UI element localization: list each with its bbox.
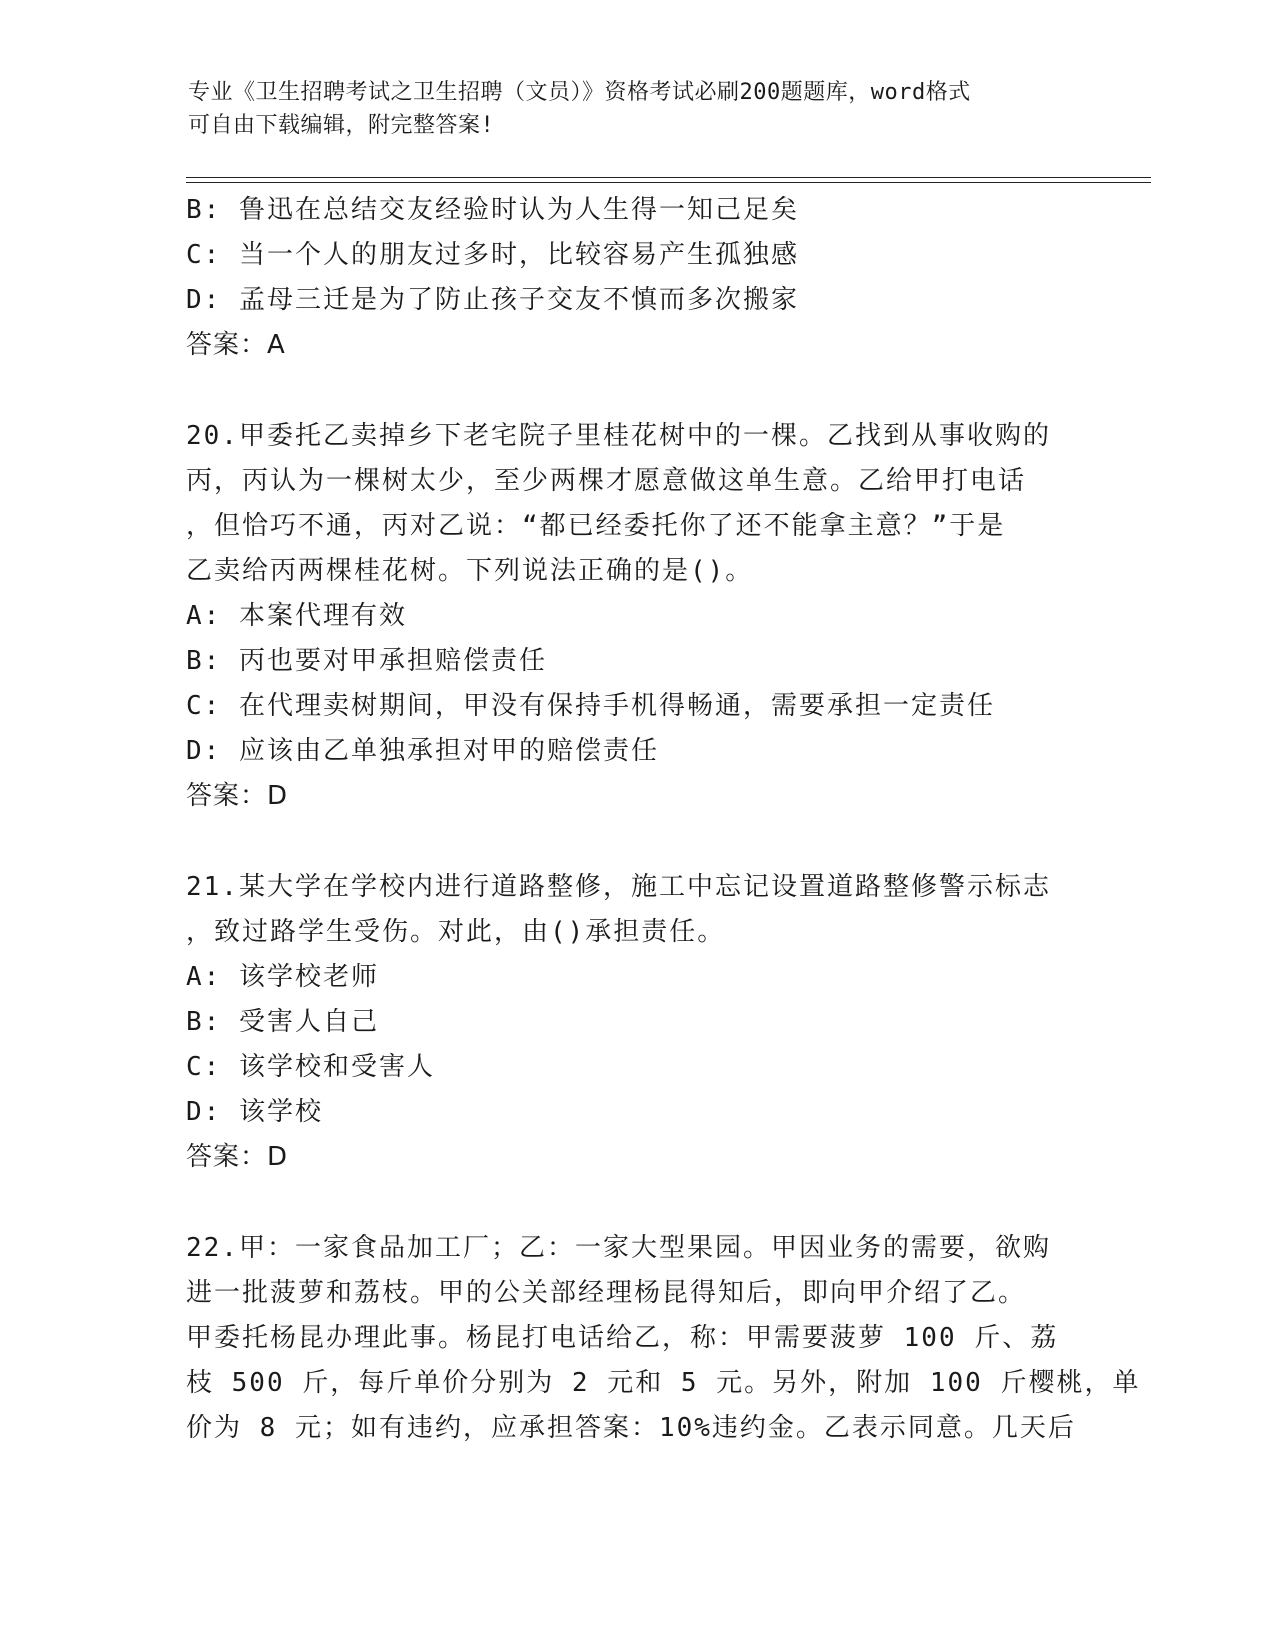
option-b: B: 丙也要对甲承担赔偿责任 [186,646,547,676]
option-d: D: 应该由乙单独承担对甲的赔偿责任 [186,736,659,766]
answer-line: 答案：D [186,781,289,811]
question-stem-line: 21.某大学在学校内进行道路整修，施工中忘记设置道路整修警示标志 [186,872,1051,902]
question-content [186,188,1141,1451]
question-stem-line: 枝 500 斤，每斤单价分别为 2 元和 5 元。另外，附加 100 斤樱桃，单 [186,1368,1141,1398]
answer-line: 答案：A [186,330,286,360]
spacer [186,368,1086,414]
question-stem-line: 进一批菠萝和荔枝。甲的公关部经理杨昆得知后，即向甲介绍了乙。 [186,1278,1027,1308]
question-stem-line: ，但恰巧不通，丙对乙说：“都已经委托你了还不能拿主意？”于是 [186,511,1006,541]
question-21 [186,865,1086,1180]
option-c: C: 在代理卖树期间，甲没有保持手机得畅通，需要承担一定责任 [186,691,995,721]
question-stem-line: 丙，丙认为一棵树太少，至少两棵才愿意做这单生意。乙给甲打电话 [186,466,1027,496]
previous-question-tail [186,188,1086,368]
question-stem-line: ，致过路学生受伤。对此，由()承担责任。 [186,917,726,947]
question-stem-line: 价为 8 元；如有违约，应承担答案：10%违约金。乙表示同意。几天后 [186,1413,1076,1443]
option-d: D: 孟母三迁是为了防止孩子交友不慎而多次搬家 [186,285,799,315]
header-title-line-2: 可自由下载编辑，附完整答案! [188,113,495,138]
option-d: D: 该学校 [186,1097,323,1127]
header-title-line-1: 专业《卫生招聘考试之卫生招聘（文员）》资格考试必刷200题题库，word格式 [188,80,971,105]
spacer [186,1180,1086,1226]
option-a: A: 本案代理有效 [186,601,407,631]
option-b: B: 受害人自己 [186,1007,379,1037]
option-c: C: 当一个人的朋友过多时，比较容易产生孤独感 [186,240,799,270]
answer-line: 答案：D [186,1142,289,1172]
question-stem-line: 20.甲委托乙卖掉乡下老宅院子里桂花树中的一棵。乙找到从事收购的 [186,421,1051,451]
spacer [186,819,1086,865]
question-stem-line: 甲委托杨昆办理此事。杨昆打电话给乙，称：甲需要菠萝 100 斤、荔 [186,1323,1059,1353]
question-20 [186,414,1086,819]
question-stem-line: 22.甲：一家食品加工厂；乙：一家大型果园。甲因业务的需要，欲购 [186,1233,1051,1263]
header-divider-thick [186,182,1151,183]
option-a: A: 该学校老师 [186,962,379,992]
question-22 [186,1226,1141,1451]
option-b: B: 鲁迅在总结交友经验时认为人生得一知己足矣 [186,195,799,225]
option-c: C: 该学校和受害人 [186,1052,435,1082]
header-divider-thin [186,177,1151,178]
question-stem-line: 乙卖给丙两棵桂花树。下列说法正确的是()。 [186,556,754,586]
page-header [188,76,1068,142]
